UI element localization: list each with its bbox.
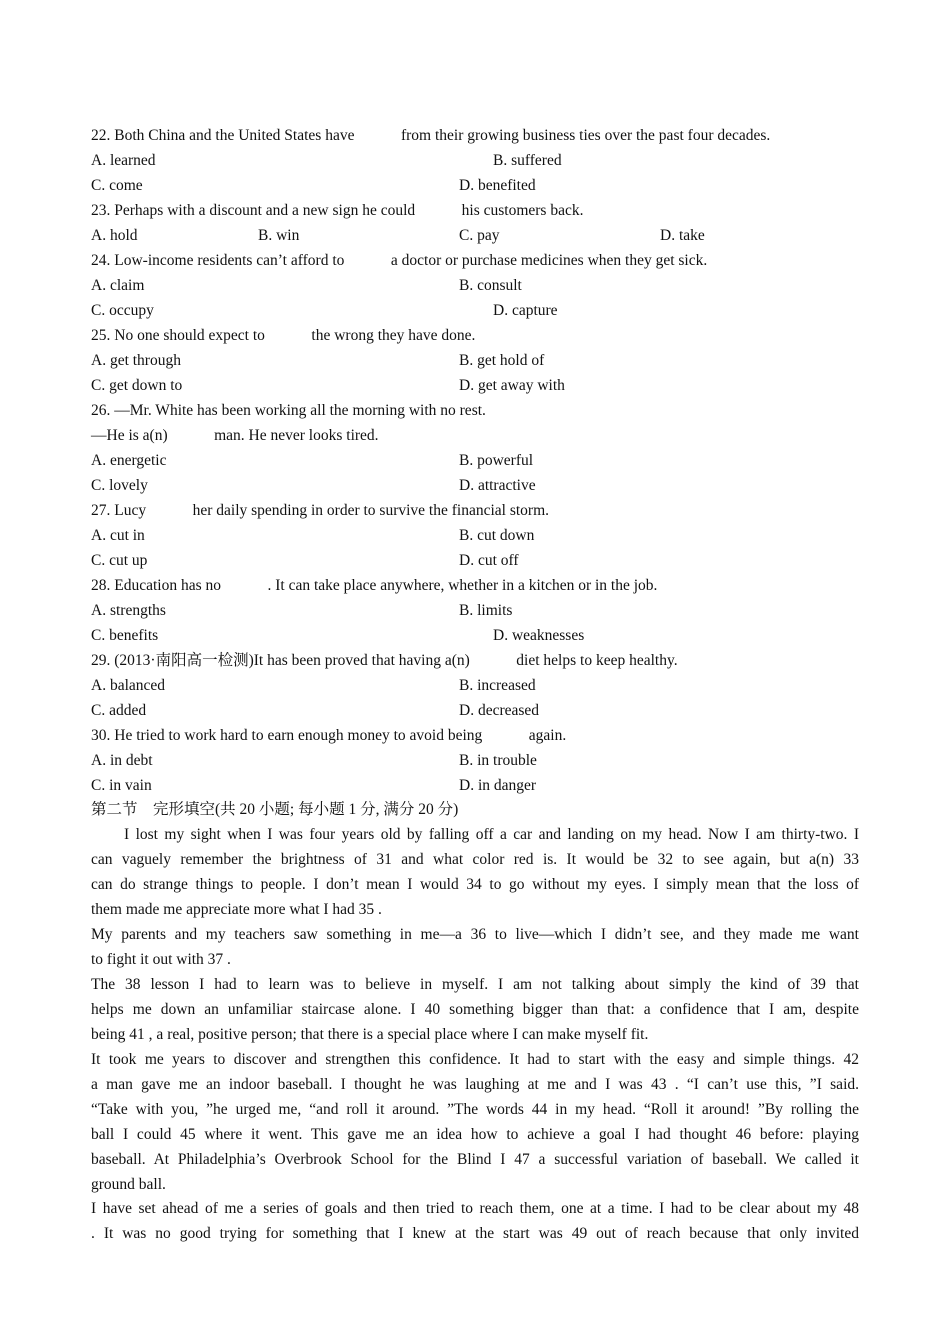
question-24-option-c: C. occupy xyxy=(91,302,154,319)
question-26-stem: 26. —Mr. White has been working all the morning with no rest. xyxy=(91,402,486,419)
question-24-option-d: D. capture xyxy=(493,302,558,319)
passage-line: I have set ahead of me a series of goals and then tried to reach them, one at a time. I had to be clear about my 48 xyxy=(91,1200,859,1217)
passage-line: The 38 lesson I had to learn was to believe in myself. I am not talking about simply the kind of 39 that xyxy=(91,976,859,993)
passage-line: My parents and my teachers saw something in me—a 36 to live—which I didn’t see, and they made me want xyxy=(91,926,859,943)
question-27-option-b: B. cut down xyxy=(459,527,535,544)
question-28-option-a: A. strengths xyxy=(91,602,166,619)
question-23-option-a: A. hold xyxy=(91,227,138,244)
question-29-option-c: C. added xyxy=(91,702,147,719)
question-25-option-c: C. get down to xyxy=(91,377,183,394)
question-25-option-b: B. get hold of xyxy=(459,352,545,369)
question-30-option-d: D. in danger xyxy=(459,777,537,794)
section-title: 第二节 完形填空(共 20 小题; 每小题 1 分, 满分 20 分) xyxy=(91,801,459,818)
question-23-option-b: B. win xyxy=(258,227,300,244)
question-25-stem: 25. No one should expect to the wrong they have done. xyxy=(91,327,476,344)
passage-line: can vaguely remember the brightness of 31 and what color red is. It would be 32 to see again, but a(n) 33 xyxy=(91,851,859,868)
question-22-option-c: C. come xyxy=(91,177,143,194)
question-28-option-b: B. limits xyxy=(459,602,513,619)
question-27-option-d: D. cut off xyxy=(459,552,519,569)
question-26-option-a: A. energetic xyxy=(91,452,167,469)
question-26-option-d: D. attractive xyxy=(459,477,536,494)
question-24-option-a: A. claim xyxy=(91,277,145,294)
question-24-option-b: B. consult xyxy=(459,277,522,294)
question-29-option-b: B. increased xyxy=(459,677,536,694)
question-27-option-c: C. cut up xyxy=(91,552,148,569)
question-25-option-a: A. get through xyxy=(91,352,181,369)
question-22-option-b: B. suffered xyxy=(493,152,562,169)
question-30-option-a: A. in debt xyxy=(91,752,153,769)
question-30-stem: 30. He tried to work hard to earn enough money to avoid being again. xyxy=(91,727,567,744)
question-30-option-b: B. in trouble xyxy=(459,752,537,769)
question-27-stem: 27. Lucy her daily spending in order to survive the financial storm. xyxy=(91,502,550,519)
question-23-option-d: D. take xyxy=(660,227,705,244)
passage-line: helps me down an unfamiliar staircase alone. I 40 something bigger than that: a confidence that I am, despite xyxy=(91,1001,859,1018)
question-27-option-a: A. cut in xyxy=(91,527,145,544)
passage-line: “Take with you, ”he urged me, “and roll it around. ”The words 44 in my head. “Roll it around! ”By rolling the xyxy=(91,1101,859,1118)
passage-line: to fight it out with 37 . xyxy=(91,951,231,968)
question-24-stem: 24. Low-income residents can’t afford to a doctor or purchase medicines when they get sick. xyxy=(91,252,708,269)
question-29-option-d: D. decreased xyxy=(459,702,540,719)
question-26-option-c: C. lovely xyxy=(91,477,148,494)
question-23-stem: 23. Perhaps with a discount and a new sign he could his customers back. xyxy=(91,202,584,219)
passage-line: ball I could 45 where it went. This gave me an idea how to achieve a goal I had thought 46 before: playing xyxy=(91,1126,859,1143)
question-22-option-d: D. benefited xyxy=(459,177,536,194)
question-22-option-a: A. learned xyxy=(91,152,156,169)
passage-line: baseball. At Philadelphia’s Overbrook School for the Blind I 47 a successful variation of baseball. We called it xyxy=(91,1151,859,1168)
passage-line: ground ball. xyxy=(91,1176,166,1193)
question-30-option-c: C. in vain xyxy=(91,777,152,794)
question-28-stem: 28. Education has no . It can take place anywhere, whether in a kitchen or in the job. xyxy=(91,577,658,594)
passage-line: can do strange things to people. I don’t mean I would 34 to go without my eyes. I simply mean that the loss of xyxy=(91,876,859,893)
question-29-option-a: A. balanced xyxy=(91,677,166,694)
question-26-reply: —He is a(n) man. He never looks tired. xyxy=(91,427,379,444)
passage-line: them made me appreciate more what I had 35 . xyxy=(91,901,382,918)
question-26-option-b: B. powerful xyxy=(459,452,534,469)
question-25-option-d: D. get away with xyxy=(459,377,565,394)
question-28-option-c: C. benefits xyxy=(91,627,159,644)
question-23-option-c: C. pay xyxy=(459,227,500,244)
question-28-option-d: D. weaknesses xyxy=(493,627,585,644)
passage-line: a man gave me an indoor baseball. I thought he was laughing at me and I was 43 . “I can’t use this, ”I said. xyxy=(91,1076,859,1093)
question-29-stem: 29. (2013·南阳高一检测)It has been proved that having a(n) diet helps to keep healthy. xyxy=(91,652,678,669)
question-22-stem: 22. Both China and the United States have from their growing business ties over the past four decades. xyxy=(91,127,771,144)
passage-line: being 41 , a real, positive person; that there is a special place where I can make myself fit. xyxy=(91,1026,649,1043)
passage-line: It took me years to discover and strengthen this confidence. It had to start with the easy and simple things. 42 xyxy=(91,1051,859,1068)
passage-line: I lost my sight when I was four years old by falling off a car and landing on my head. Now I am thirty-two. I xyxy=(124,826,859,843)
passage-line: . It was no good trying for something that I knew at the start was 49 out of reach because that only invited xyxy=(91,1225,859,1242)
